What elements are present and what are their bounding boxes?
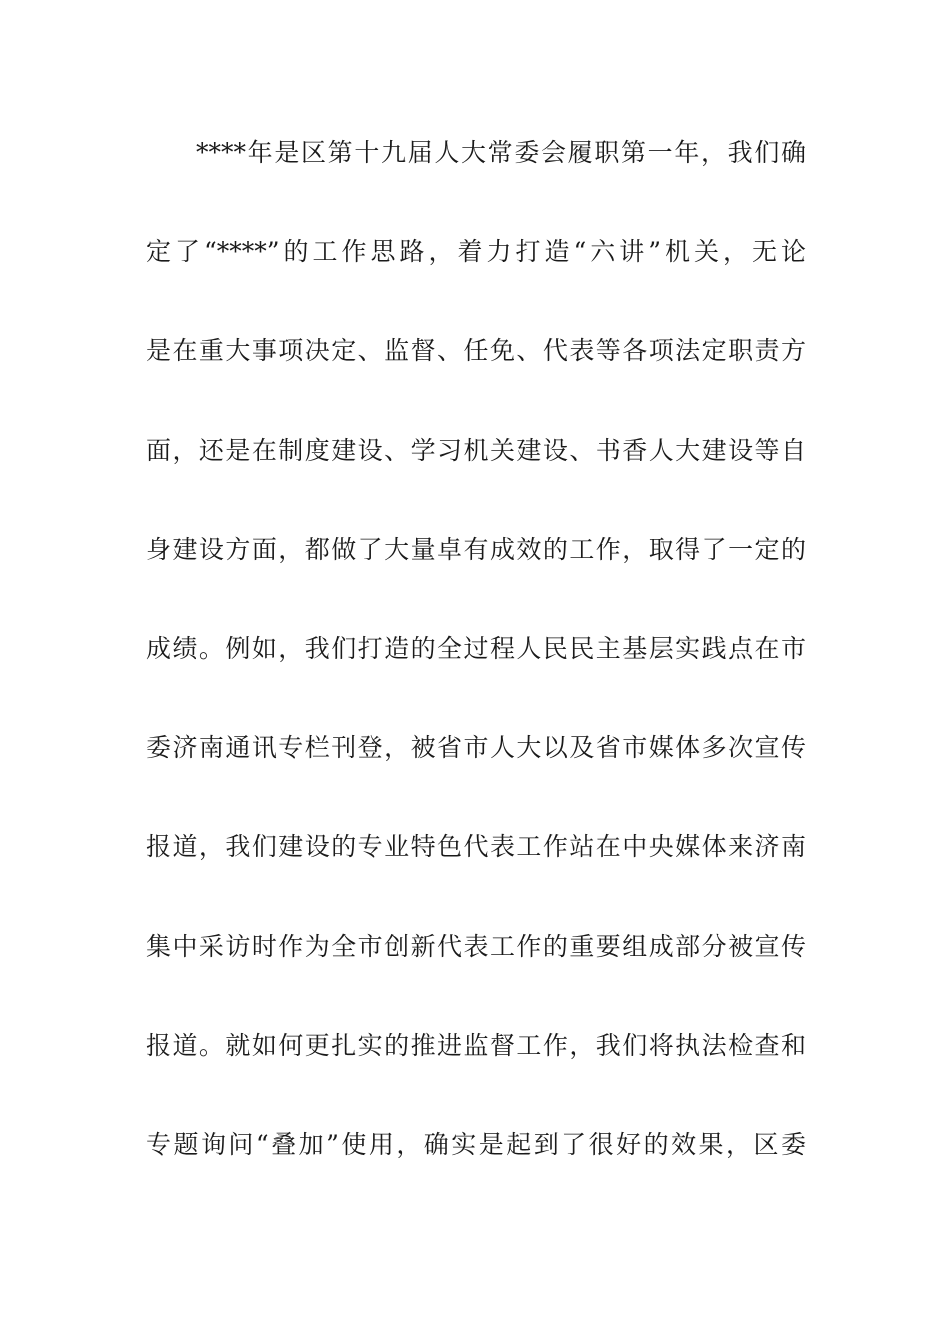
paragraph-line-3: 是在重大事项决定、监督、任免、代表等各项法定职责方 <box>146 336 806 366</box>
paragraph-line-10: 报道。就如何更扎实的推进监督工作，我们将执法检查和 <box>146 1030 806 1060</box>
paragraph-line-4: 面，还是在制度建设、学习机关建设、书香人大建设等自 <box>146 435 806 465</box>
paragraph-line-8: 报道，我们建设的专业特色代表工作站在中央媒体来济南 <box>146 832 806 862</box>
paragraph-line-5: 身建设方面，都做了大量卓有成效的工作，取得了一定的 <box>146 534 806 564</box>
paragraph-line-6: 成绩。例如，我们打造的全过程人民民主基层实践点在市 <box>146 633 806 663</box>
paragraph-line-7: 委济南通讯专栏刊登，被省市人大以及省市媒体多次宣传 <box>146 733 806 763</box>
paragraph-line-2: 定了“****”的工作思路，着力打造“六讲”机关，无论 <box>146 237 806 267</box>
paragraph-line-9: 集中采访时作为全市创新代表工作的重要组成部分被宣传 <box>146 931 806 961</box>
paragraph-line-1: ****年是区第十九届人大常委会履职第一年，我们确 <box>196 138 806 167</box>
paragraph-line-11: 专题询问“叠加”使用，确实是起到了很好的效果，区委 <box>146 1129 806 1159</box>
body-paragraph <box>146 128 806 1219</box>
